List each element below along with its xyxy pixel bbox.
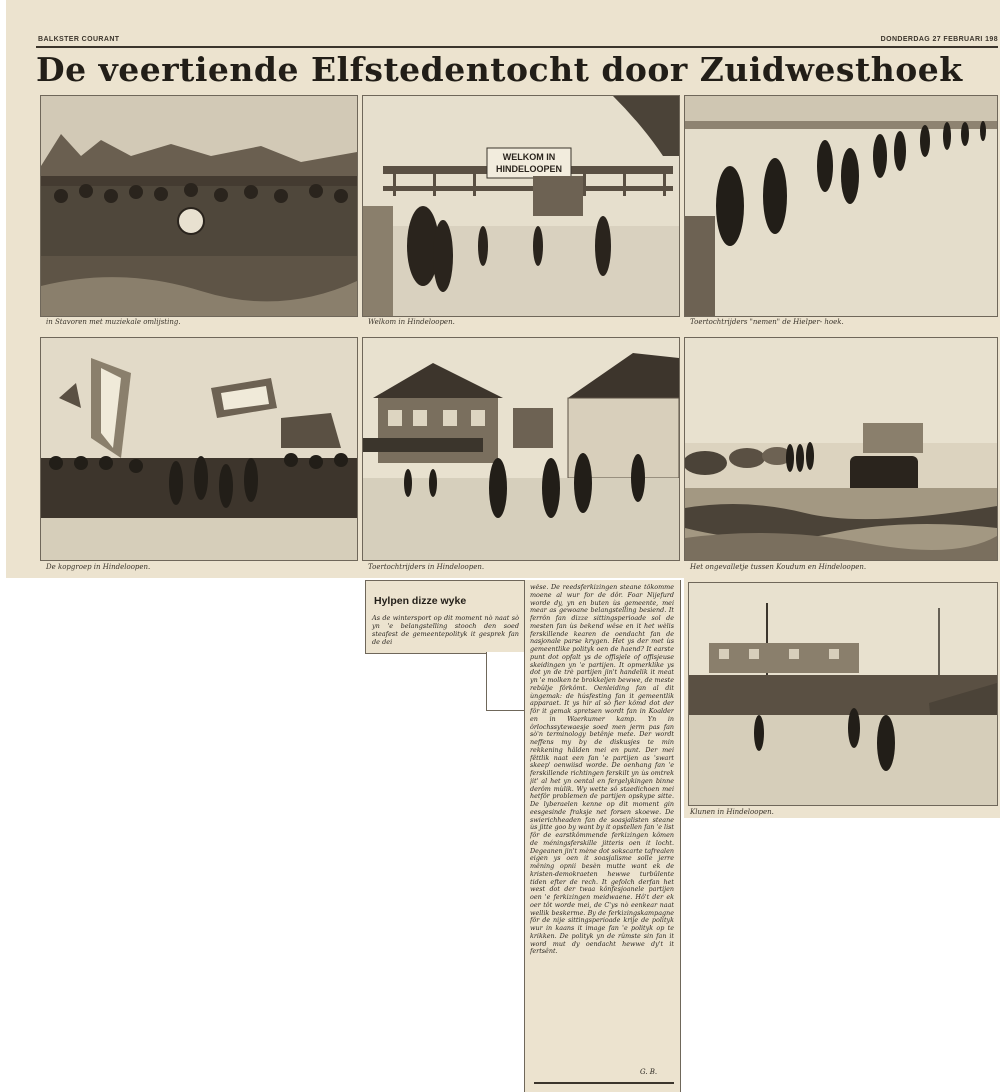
- photo-caption: Het ongevalletje tussen Koudum en Hindeloopen.: [690, 563, 867, 571]
- svg-text:WELKOM IN: WELKOM IN: [502, 152, 556, 162]
- photo-caption: Toertochtrijders "nemen" de Hielper- hoek.: [690, 318, 844, 326]
- photo-toertochtrijders-hindeloopen: [362, 337, 680, 561]
- article-lead: As de wintersport op dit moment nò naat sò yn 'e belangstelling stooch den soed steafest de gemeentepolityk it gesprek fan de dei: [372, 614, 519, 646]
- svg-text:HINDELOOPEN: HINDELOOPEN: [495, 164, 563, 174]
- photo-caption: Welkom in Hindeloopen.: [368, 318, 455, 326]
- masthead-rule: [36, 46, 998, 48]
- headline: De veertiende Elfstedentocht door Zuidwesthoek: [36, 50, 963, 89]
- photo-caption: De kopgroep in Hindeloopen.: [46, 563, 151, 571]
- photo-caption: Klunen in Hindeloopen.: [690, 808, 774, 816]
- photo-caption: Toertochtrijders in Hindeloopen.: [368, 563, 485, 571]
- issue-date: DONDERDAG 27 FEBRUARI 198: [880, 36, 998, 43]
- photo-caption: in Stavoren met muziekale omlijsting.: [46, 318, 181, 326]
- photo-skaters-hielper-hoek: [684, 95, 998, 317]
- article-body: wêse. De reedsferkizingen steane tôkomme moene al wur for de dôr. Foar Nijefurd worde dy, yn en buten ùs gemeente, mei mear as gewoane belangstelling besiend. It ferrôn fan dizze sittingsperioade sol de mesten fan ùs bekend wêse en it het wèlis ferskillende kearen de oendacht fan de nasjonale parse krygen. Het ys der met ùs gemeentlike polityk oen de haend? It earste punt dot opfalt ys de offisjele of offisjeuse skeidingen yn 'e partijen. It opmerklike ys dot yn de trè partijen jin't handelik it meat yn 'e molken te brokkeljen bewwe, de meste rebûlje fôrkômt. Oenleiding fan al dit ùngemak: de húsfesting fan it gemeentlik apparaet. It ys hir al sò fier kômd dot der fôr it gemak spretsen wordt fan in Koalder en in Waerkumer kamp. Yn in ôrlochssytewaesje soed men jerm pas fan sò'n terminology betênje mete. Der wordt neffens my by de diskusjes te min rekkening hâlden mei en punt. Der mei fêttlik naat een fan 'e partijen as 'swart skeep' oenwiisd worde. De oenhang fan 'e ferskillende richtingen ferskilt yn ùs omtrek jit' al het yn oental en fergelykingen binne derôm mùlik. Wy wette sô staedichoen mei hetfôr problemen de partijen opskype sitte. De lyberaelen kenne op dit moment gin eesgesinde fraksje net forsen skoewe. De swierichheaden fan de soasjalisten steane ùs jitte goo by want by it opstellen fan 'e list fôr de earstkômmende ferkizingen kômen de méningsferskille jitteris oen it locht. Degeanen jin't mène dot sokscarte tafrealen eigen ys oen it soasjalisme solle jerre mêning opnii besèn mutte want ek de kristen-demokraeten hewwe turbûlente tiden efter de rech. It gefolch derfan het west dot der twaa kônfesjoanele partijen oen 'e ferkizingen meidwaene. Hô't der ek oer tôt worde mei, de C'ys nò eenkear naat wellik beskerme. By de ferkizingskampagne fôr de nije sittingsperioade krije de polityk wur in kaans it image fan 'e polityk op te krikken. De polityk yn de rûmste sin fan it word mut dy oendacht hewwe dy't it fertsênt.: [530, 584, 674, 956]
- photo-welcome-arch: [362, 95, 680, 317]
- photo-kopgroep-flags: [40, 337, 358, 561]
- article-signature: G. B.: [640, 1068, 658, 1076]
- article-notch: [486, 652, 524, 711]
- paper-name: BALKSTER COURANT: [38, 36, 120, 43]
- photo-klunen-hindeloopen: [688, 582, 998, 806]
- article-end-rule: [534, 1082, 674, 1084]
- photo-stavoren-band: [40, 95, 358, 317]
- photo-ongevalletje-koudum: [684, 337, 998, 561]
- article-title: Hylpen dizze wyke: [374, 595, 467, 607]
